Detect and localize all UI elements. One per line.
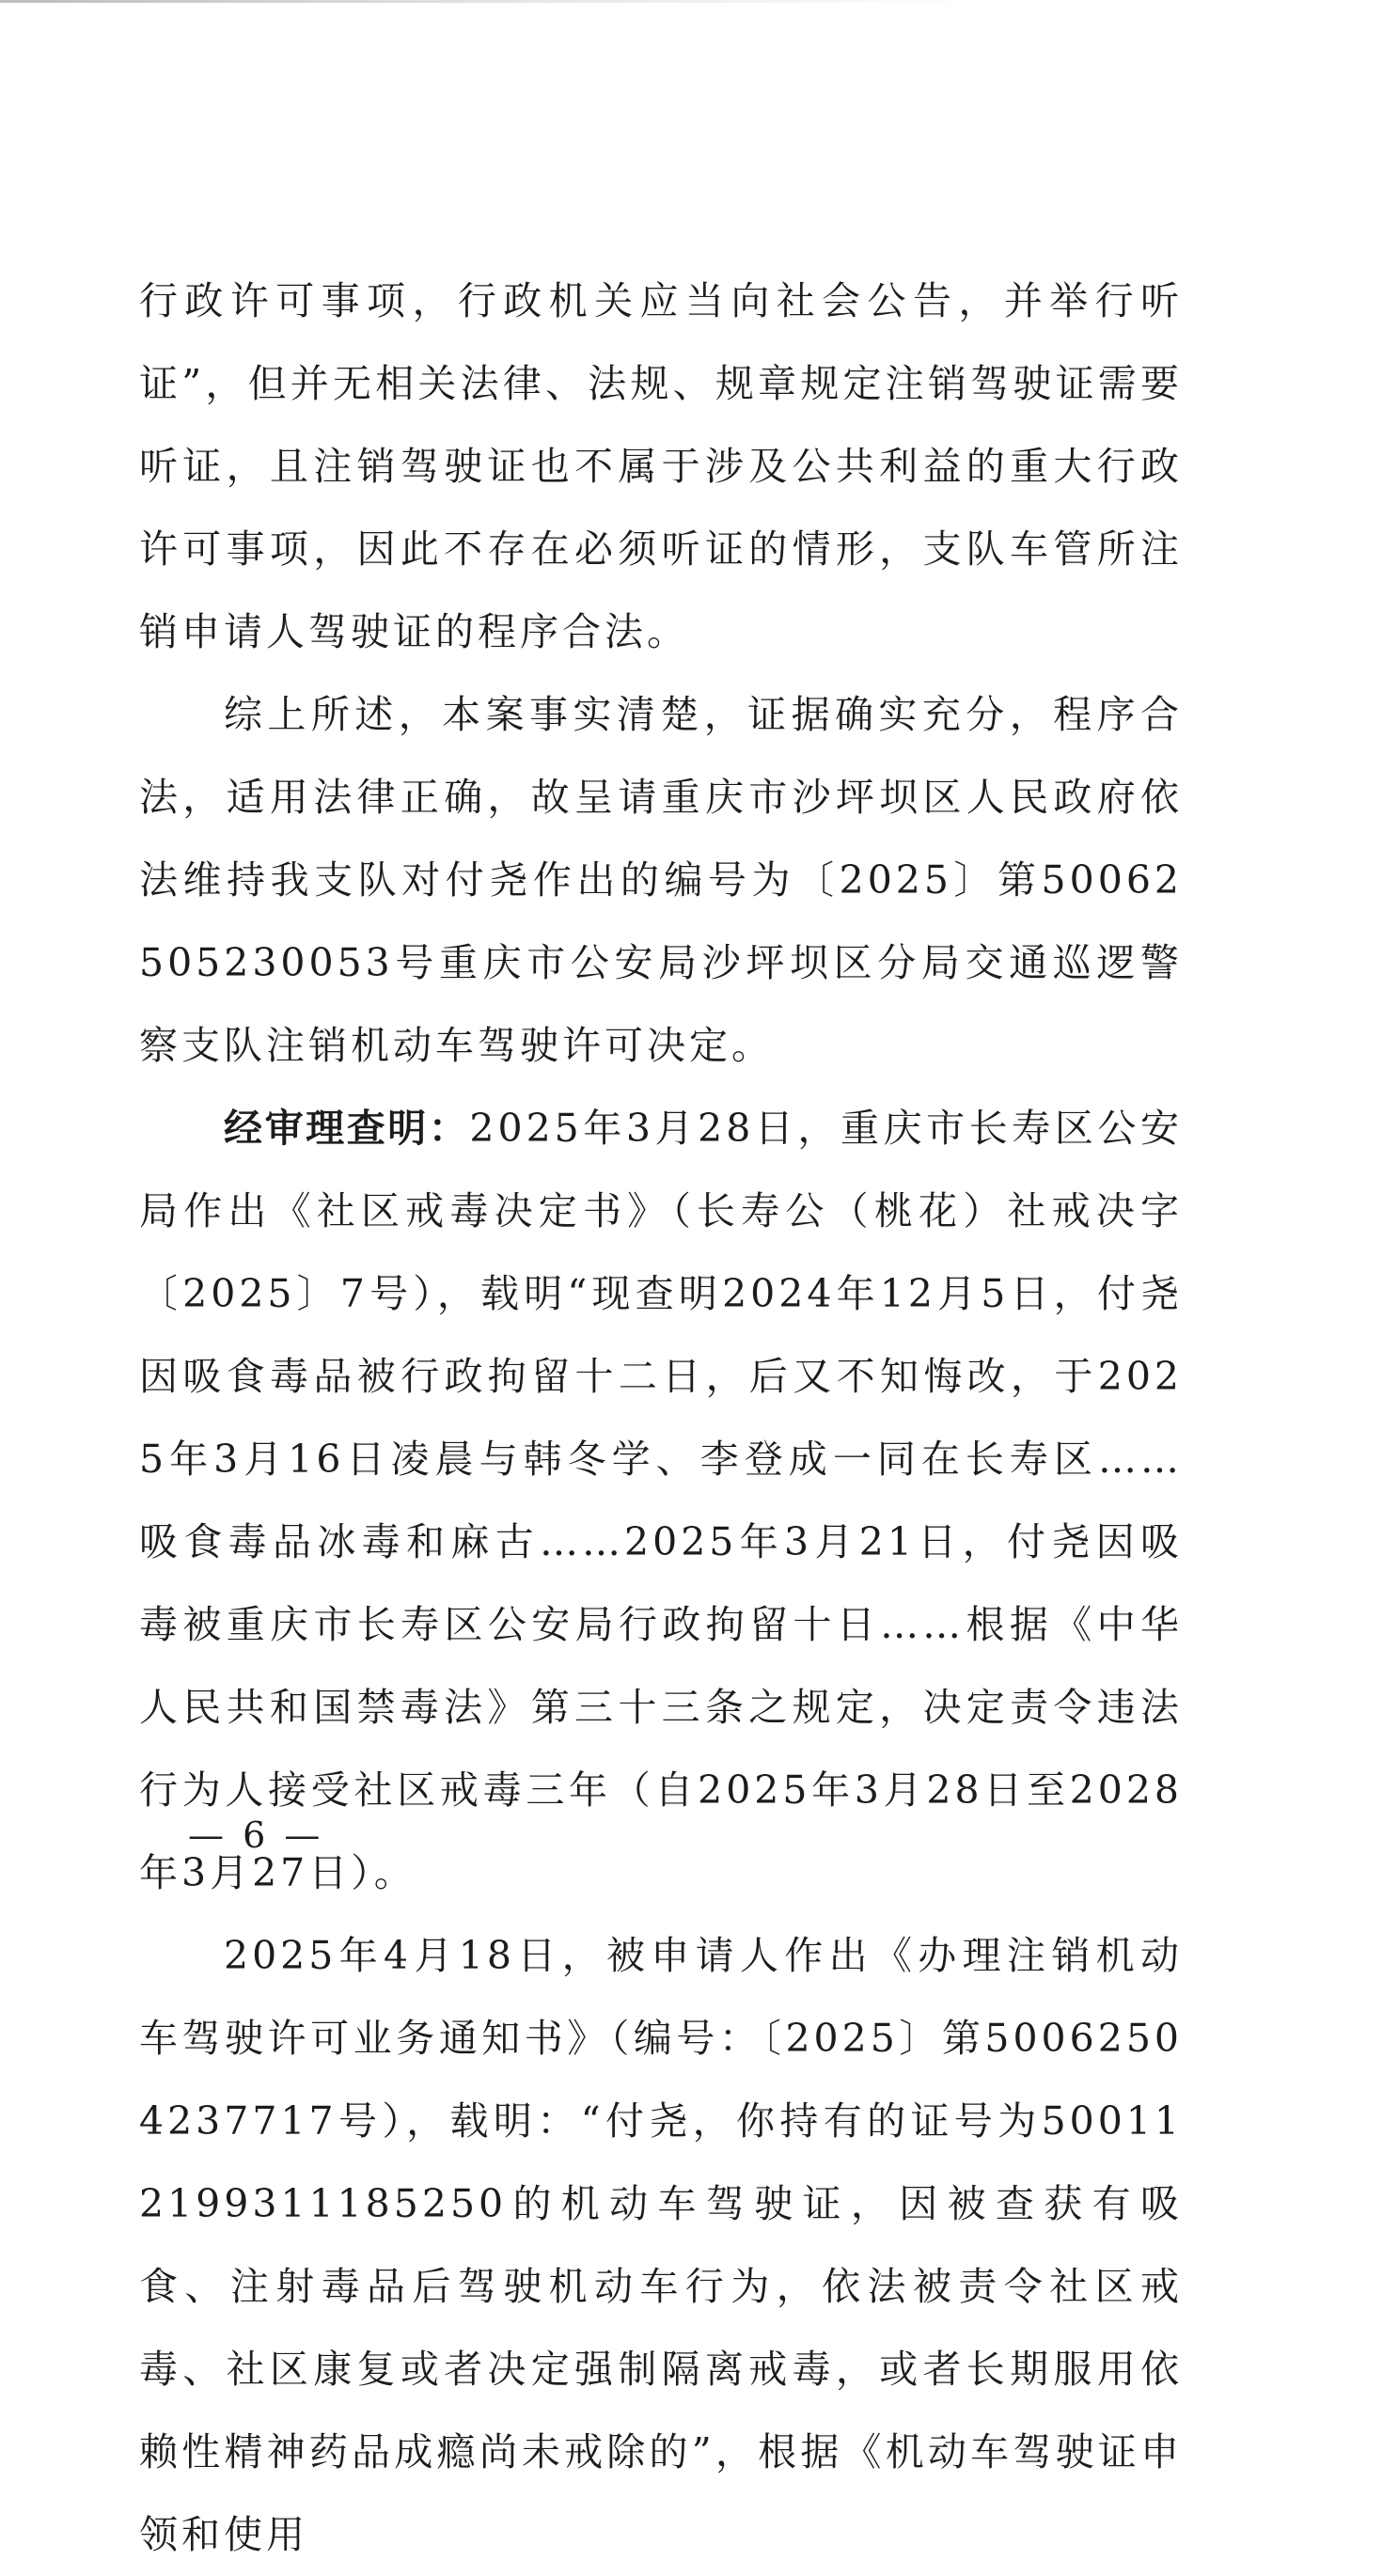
- paragraph-text: 行政许可事项，行政机关应当向社会公告，并举行听证”，但并无相关法律、法规、规章规定注销驾驶证需要听证，且注销驾驶证也不属于涉及公共利益的重大行政许可事项，因此不存在必须听证的情形，支队车管所注销申请人驾驶证的程序合法。: [139, 278, 1183, 654]
- paragraph-summary-request: [139, 673, 1183, 1087]
- paragraph-text: 2025年3月28日，重庆市长寿区公安局作出《社区戒毒决定书》（长寿公（桃花）社戒决字〔2025〕7号），载明“现查明2024年12月5日，付尧因吸食毒品被行政拘留十二日，后又不知悔改，于2025年3月16日凌晨与韩冬学、李登成一同在长寿区……吸食毒品冰毒和麻古……2025年3月21日，付尧因吸毒被重庆市长寿区公安局行政拘留十日……根据《中华人民共和国禁毒法》第三十三条之规定，决定责令违法行为人接受社区戒毒三年（自2025年3月28日至2028年3月27日）。: [139, 1106, 1183, 1895]
- page-number: — 6 —: [188, 1814, 324, 1856]
- paragraph-text: 综上所述，本案事实清楚，证据确实充分，程序合法，适用法律正确，故呈请重庆市沙坪坝区人民政府依法维持我支队对付尧作出的编号为〔2025〕第50062505230053号重庆市公安局沙坪坝区分局交通巡逻警察支队注销机动车驾驶许可决定。: [139, 692, 1183, 1068]
- paragraph-text: 2025年4月18日，被申请人作出《办理注销机动车驾驶许可业务通知书》（编号：〔2025〕第50062504237717号），载明：“付尧，你持有的证号为500112199311185250的机动车驾驶证，因被查获有吸食、注射毒品后驾驶机动车行为，依法被责令社区戒毒、社区康复或者决定强制隔离戒毒，或者长期服用依赖性精神药品成瘾尚未戒除的”，根据《机动车驾驶证申领和使用: [139, 1933, 1183, 2557]
- document-body: [139, 259, 1183, 2576]
- paragraph-hearing-conclusion: [139, 259, 1183, 673]
- top-edge-rule: [0, 0, 1398, 3]
- paragraph-findings: [139, 1087, 1183, 1914]
- findings-label: 经审理查明：: [224, 1106, 470, 1151]
- paragraph-notice: [139, 1914, 1183, 2576]
